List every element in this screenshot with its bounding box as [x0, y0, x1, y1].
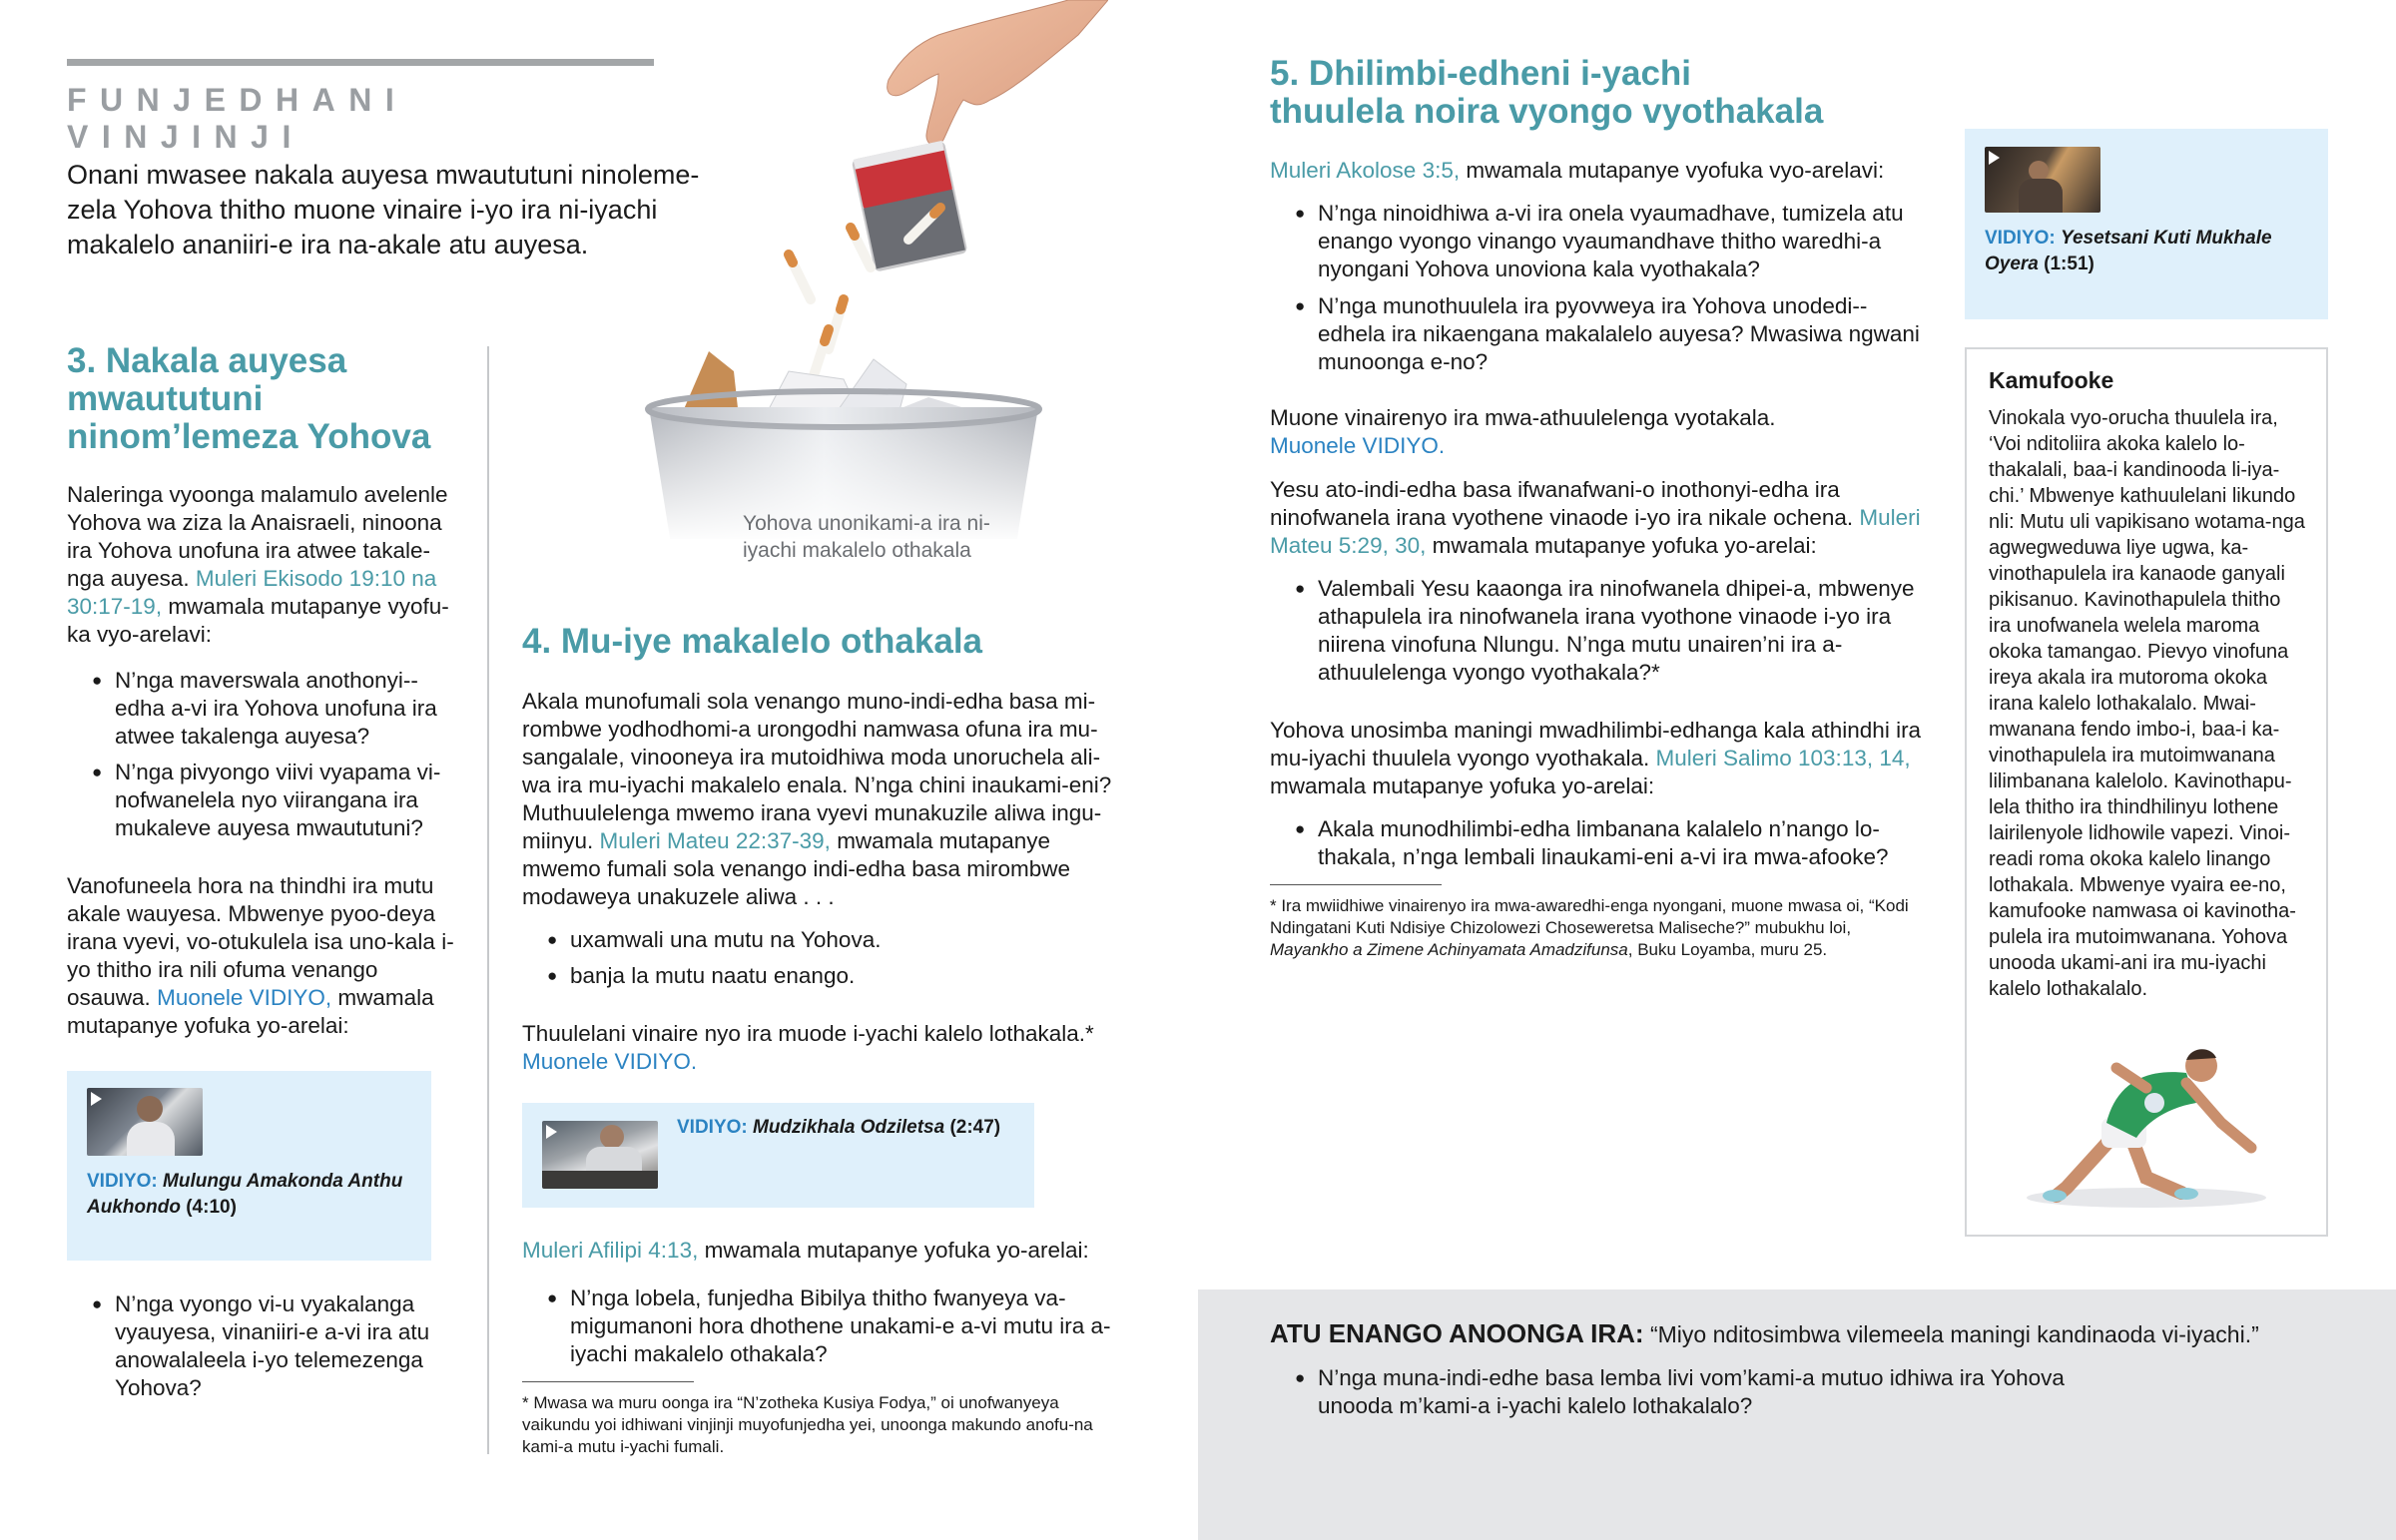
- section-4-heading: 4. Mu-iye makalelo othakala: [522, 622, 983, 661]
- illustration-caption: Yohova unonikami-a ira ni-iyachi makalelo othakala: [743, 512, 990, 562]
- section-5-paragraph-4: [1270, 717, 1939, 800]
- video-box-3: [1965, 129, 2328, 319]
- section-5-p3-tail: mwamala mutapanye yofuka yo-arelai:: [1432, 533, 1817, 558]
- list-item: ● N’nga muna-indi-edhe basa lemba livi vom’kami-a mutuo idhiwa ira Yohova unooda m’kami-a i-yachi kalelo lothakalalo?: [1270, 1364, 2128, 1420]
- watch-video-link[interactable]: Muonele VIDIYO.: [522, 1049, 698, 1074]
- section-3-paragraph-1: [67, 481, 466, 649]
- scripture-ref-matthew-5[interactable]: Muleri Mateu 5:29, 30,: [1270, 505, 1921, 558]
- sidebar-body: Vinokala vyo-orucha thuulela ira, ‘Voi nditoliira akoka kalelo lo-thakalali, baa-i kandinooda li-iya-chi.’ Mbwenye kathuulelani likundo nli: Mutu uli vapikisano wotama-nga agwegweduwa liye ugwa, ka-vinothapulela ira kanaode ganyali pikisanuo. Kavinothapulela thitho ira unofwanela welela maroma okoka tamangao. Pievyo vinofuna ireya akala ira mutoroma okoka irana kalelo lothakalalo. Mwai-mwanana fendo imbo-i, baa-i ka-vinothapulela ira mutoimwanana lilimbanana kalelolo. Kavinothapu-lela thitho ira thindhilinyu lothene lairilenyole lidhowile vapezi. Vinoi-readi roma okoka kalelo linango lothakala. Mbwenye vyaira ee-no, kamufooke namwasa oi kavinotha-pulela ira mutoimwanana. Yohova unooda ukami-ani ira mu-iyachi kalelo lothakalalo.: [1989, 407, 2305, 1000]
- video-duration: (4:10): [186, 1197, 237, 1218]
- section-5-paragraph-3: [1270, 476, 1939, 560]
- list-item: ● Akala munodhilimbi-edha limbanana kalalelo n’nango lo-thakala, n’nga lembali linaukami-eni a-vi ira mwa-afooke?: [1270, 815, 1929, 871]
- section-4-paragraph-1: [522, 688, 1127, 911]
- section-4-paragraph-2: [522, 1020, 1127, 1076]
- video-thumbnail[interactable]: [87, 1088, 203, 1156]
- play-icon: [1989, 151, 2000, 165]
- footnote-rule: [522, 1381, 694, 1382]
- section-3-p1-text: Naleringa vyoonga malamulo avelenle Yohova wa ziza la Anaisraeli, ninoona ira Yohova unofuna ira atwee takale-nga auyesa.: [67, 482, 448, 591]
- footnote-rule: [1270, 884, 1442, 885]
- summary-lead: ATU ENANGO ANOONGA IRA:: [1270, 1318, 1644, 1348]
- list-item: ● N’nga vyongo vi-u vyakalanga vyauyesa, vinaniiri-e a-vi ira atu anowalaleela i-yo telemezenga Yohova?: [67, 1290, 476, 1402]
- video-label: VIDIYO:: [1985, 228, 2056, 249]
- summary-statement: [1270, 1318, 2268, 1349]
- scripture-ref-psalm[interactable]: Muleri Salimo 103:13, 14,: [1655, 746, 1911, 770]
- scripture-ref-matthew-22[interactable]: Muleri Mateu 22:37-39,: [599, 828, 831, 853]
- section-5-bullets-3: [1270, 815, 1929, 871]
- video-label: VIDIYO:: [677, 1117, 748, 1138]
- section-4-paragraph-3: [522, 1237, 1127, 1265]
- header-rule: [67, 59, 654, 66]
- video-caption: [1985, 226, 2304, 277]
- section-4-p3-tail: mwamala mutapanye yofuka yo-arelai:: [704, 1238, 1089, 1263]
- section-5-bullets-2: [1270, 575, 1929, 687]
- summary-quote: “Miyo nditosimbwa vilemeela maningi kandinaoda vi-iyachi.”: [1649, 1321, 2259, 1347]
- video-thumbnail[interactable]: [542, 1121, 658, 1189]
- section-5-p3-text: Yesu ato-indi-edha basa ifwanafwani-o inothonyi-edha ira ninofwanela irana vyothene vinaode i-yo ira nikale ochena.: [1270, 477, 1854, 530]
- section-3-p2-tail: mwamala mutapanye yofuka yo-arelai:: [67, 985, 434, 1038]
- scripture-ref-colossians[interactable]: Muleri Akolose 3:5,: [1270, 158, 1461, 183]
- video-duration: (2:47): [949, 1117, 1001, 1138]
- list-item: ● N’nga maverswala anothonyi--edha a-vi ira Yohova unofuna ira atwee takalenga auyesa?: [67, 667, 466, 751]
- sidebar-box: [1965, 347, 2328, 1237]
- list-item: ● N’nga munothuulela ira pyovweya ira Yohova unodedi--edhela ira nikaengana makalalelo auyesa? Mwasiwa ngwani munoonga e-no?: [1270, 292, 1929, 376]
- watch-video-link[interactable]: Muonele VIDIYO.: [1270, 433, 1446, 458]
- section-4-footnote: * Mwasa wa muru oonga ira “N’zotheka Kusiya Fodya,” oi unofwanyeya vaikundu yoi idhiwani vinjinji muyofunjedha yei, unoonga makundo anofu-na kami-a mutu i-yachi fumali.: [522, 1393, 1093, 1456]
- section-3-heading: 3. Nakala auyesa mwaututuni ninom’lemeza Yohova: [67, 341, 431, 456]
- section-5-paragraph-1: [1270, 157, 1939, 185]
- video-box-1: [67, 1071, 431, 1261]
- section-4-p2-text: Thuulelani vinaire nyo ira muode i-yachi kalelo lothakala.*: [522, 1021, 1094, 1046]
- list-item: ● Valembali Yesu kaaonga ira ninofwanela dhipei-a, mbwenye athapulela ira ninofwanela irana vyothone vinaode i-yo ira niirena vinofuna Nlungu. N’nga mutu unairen’ni ira a-athuulelenga vyongo vyothakala?*: [1270, 575, 1929, 687]
- video-caption: [677, 1115, 1026, 1141]
- section-3-paragraph-2: [67, 872, 466, 1040]
- scripture-ref-philippians[interactable]: Muleri Afilipi 4:13,: [522, 1238, 699, 1263]
- section-5-heading: 5. Dhilimbi-edheni i-yachi thuulela noira vyongo vyothakala: [1270, 54, 1824, 131]
- section-4-p1-text: Akala munofumali sola venango muno-indi-edha basa mi-rombwe yodhodhomi-a urongodhi namwasa ofuna ira mu-sangalale, vinooneya ira mutoidhiwa moda unoruchela ali-wa ira mu-iyachi makalelo enala. N’nga chini inaukami-eni? Muthuulelenga mwemo irana vyevi munakuzile aliwa ingu-miinyu.: [522, 689, 1112, 853]
- column-divider: [487, 346, 489, 1454]
- scripture-ref-exodus[interactable]: Muleri Ekisodo 19:10 na 30:17-19,: [67, 566, 437, 619]
- section-4-bullets-1: [522, 926, 1127, 990]
- video-thumbnail[interactable]: [1985, 147, 2100, 213]
- section-4-p1-tail: mwamala mutapanye mwemo fumali sola venango indi-edha basa mirombwe modaweya unakuzele aliwa . . .: [522, 828, 1071, 909]
- list-item: ● N’nga ninoidhiwa a-vi ira onela vyaumadhave, tumizela atu enango vyongo vinango vyaumandhave thitho waredhi-a nyongani Yohova unoviona kala vyothakala?: [1270, 200, 1929, 283]
- list-item: ● N’nga pivyongo viivi vyapama vi-nofwanelela nyo viirangana ira mukaleve auyesa mwaututuni?: [67, 759, 466, 842]
- runner-illustration: [1997, 1038, 2296, 1213]
- video-caption: [87, 1169, 416, 1221]
- sidebar-title: Kamufooke: [1989, 367, 2114, 393]
- section-5-bullets-1: [1270, 200, 1929, 376]
- section-5-p1-tail: mwamala mutapanye vyofuka vyo-arelavi:: [1466, 158, 1885, 183]
- section-5-p4-tail: mwamala mutapanye yofuka yo-arelai:: [1270, 773, 1655, 798]
- footnote-book-title: Mayankho a Zimene Achinyamata Amadzifunsa: [1270, 940, 1628, 959]
- video-box-2: [522, 1103, 1034, 1208]
- intro-paragraph: Onani mwasee nakala auyesa mwaututuni ninoleme-zela Yohova thitho muone vinaire i-yo ira ni-iyachi makalelo ananiiri-e ira na-akale atu auyesa.: [67, 160, 700, 259]
- section-5-paragraph-2: [1270, 404, 1939, 460]
- video-label: VIDIYO:: [87, 1171, 158, 1192]
- section-3-bullets-2: [67, 1290, 476, 1402]
- summary-bullets: [1270, 1364, 2128, 1420]
- list-item: ● banja la mutu naatu enango.: [522, 962, 1127, 990]
- footnote-tail: , Buku Loyamba, muru 25.: [1627, 940, 1828, 959]
- list-item: ● uxamwali una mutu na Yohova.: [522, 926, 1127, 954]
- section-3-bullets-1: [67, 667, 466, 842]
- video-duration: (1:51): [2044, 254, 2095, 274]
- list-item: ● N’nga lobela, funjedha Bibilya thitho fwanyeya va-migumanoni hora dhothene unakami-e a-vi mutu ira a-iyachi makalelo othakala?: [522, 1284, 1127, 1368]
- section-3-p2-text: Vanofuneela hora na thindhi ira mutu akale wauyesa. Mbwenye pyoo-deya irana vyevi, vo-otukulela isa uno-kala i-yo thitho ira nili ofuma venango osauwa.: [67, 873, 454, 1010]
- hand-shape: [888, 0, 1108, 145]
- play-icon: [546, 1125, 557, 1139]
- video-title: Mudzikhala Odziletsa: [753, 1117, 945, 1138]
- section-4-bullets-2: [522, 1284, 1127, 1368]
- trash-illustration: [639, 0, 1108, 539]
- play-icon: [91, 1092, 102, 1106]
- section-5-p4-text: Yohova unosimba maningi mwadhilimbi-edhanga kala athindhi ira mu-iyachi thuulela vyongo vyothakala.: [1270, 718, 1922, 770]
- section-3-p1-tail: mwamala mutapanye vyofu-ka vyo-arelavi:: [67, 594, 449, 647]
- video-title: Yesetsani Kuti Mukhale Oyera: [1985, 228, 2272, 274]
- page-title: FUNJEDHANI VINJINJI: [67, 82, 408, 155]
- video-title: Mulungu Amakonda Anthu Aukhondo: [87, 1171, 403, 1218]
- footnote-text: * Ira mwiidhiwe vinairenyo ira mwa-awaredhi-enga nyongani, muone mwasa oi, “Kodi Ndingatani Kuti Ndisiye Chizolowezi Choseweretsa Maliseche?” mubukhu loi,: [1270, 896, 1909, 937]
- section-5-footnote: [1270, 895, 1919, 961]
- watch-video-link[interactable]: Muonele VIDIYO,: [157, 985, 332, 1010]
- section-5-p2-text: Muone vinairenyo ira mwa-athuulelenga vyotakala.: [1270, 405, 1776, 430]
